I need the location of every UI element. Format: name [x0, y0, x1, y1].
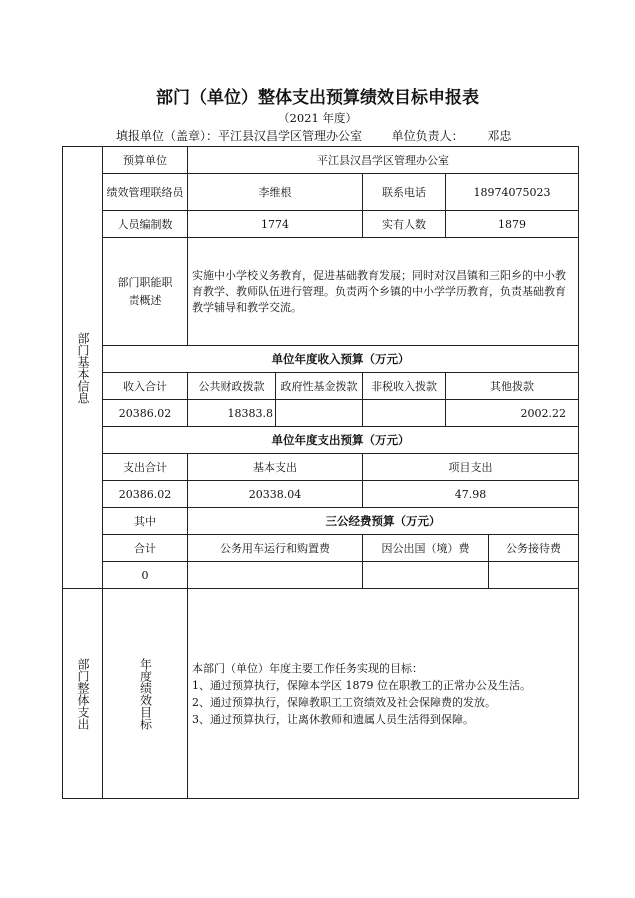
- budget-unit-label: 预算单位: [103, 147, 188, 174]
- basic-info-category: 部门基本信息: [63, 147, 103, 589]
- contact-label: 绩效管理联络员: [103, 174, 188, 211]
- three-total: 0: [103, 562, 188, 589]
- duty-text: 实施中小学校义务教育，促进基础教育发展；同时对汉昌镇和三阳乡的中小教育教学、教师队伍进行管理。负责两个乡镇的中小学学历教育，负责基础教育教学辅导和教学交流。: [188, 238, 579, 346]
- three-public-header: 三公经费预算（万元）: [188, 508, 579, 535]
- goal-line-2: 2、通过预算执行，保障教职工工资绩效及社会保障费的发放。: [192, 695, 496, 709]
- goal-line-0: 本部门（单位）年度主要工作任务实现的目标：: [192, 661, 423, 675]
- expense-total: 20386.02: [103, 481, 188, 508]
- actual-staff-value: 1879: [446, 211, 579, 238]
- income-col-other: 其他拨款: [446, 373, 579, 400]
- three-col-abroad: 因公出国（境）费: [363, 535, 489, 562]
- three-reception: [489, 562, 579, 589]
- income-header: 单位年度收入预算（万元）: [103, 346, 579, 373]
- three-col-reception: 公务接待费: [489, 535, 579, 562]
- expense-basic: 20338.04: [188, 481, 363, 508]
- three-col-vehicle: 公务用车运行和购置费: [188, 535, 363, 562]
- staff-quota-value: 1774: [188, 211, 363, 238]
- of-which-label: 其中: [103, 508, 188, 535]
- expense-col-project: 项目支出: [363, 454, 579, 481]
- expense-col-basic: 基本支出: [188, 454, 363, 481]
- phone-value: 18974075023: [446, 174, 579, 211]
- head-label: 单位负责人：: [391, 129, 464, 143]
- goal-line-1: 1、通过预算执行，保障本学区 1879 位在职教工的正常办公及生活。: [192, 678, 531, 692]
- staff-quota-label: 人员编制数: [103, 211, 188, 238]
- expense-col-total: 支出合计: [103, 454, 188, 481]
- goals-category: 部门整体支出: [63, 589, 103, 799]
- income-fund: [276, 400, 363, 427]
- income-col-nontax: 非税收入拨款: [363, 373, 446, 400]
- phone-label: 联系电话: [363, 174, 446, 211]
- income-col-total: 收入合计: [103, 373, 188, 400]
- form-title: 部门（单位）整体支出预算绩效目标申报表: [156, 88, 479, 108]
- income-nontax: [363, 400, 446, 427]
- expense-header: 单位年度支出预算（万元）: [103, 427, 579, 454]
- income-other: 2002.22: [446, 400, 579, 427]
- expense-project: 47.98: [363, 481, 579, 508]
- income-total: 20386.02: [103, 400, 188, 427]
- goals-label: 年度绩效目标: [103, 589, 188, 799]
- three-col-total: 合计: [103, 535, 188, 562]
- fill-unit: 填报单位（盖章）：平江县汉昌学区管理办公室: [116, 129, 363, 143]
- goal-line-3: 3、通过预算执行，让离休教师和遗属人员生活得到保障。: [192, 712, 474, 726]
- contact-value: 李维根: [188, 174, 363, 211]
- goals-text: [188, 589, 579, 799]
- income-col-public: 公共财政拨款: [188, 373, 276, 400]
- three-abroad: [363, 562, 489, 589]
- head-name: 邓忠: [487, 129, 512, 143]
- duty-label: 部门职能职责概述: [103, 238, 188, 346]
- form-year: （2021 年度）: [278, 111, 357, 125]
- income-public: 18383.8: [188, 400, 276, 427]
- actual-staff-label: 实有人数: [363, 211, 446, 238]
- fill-info-line: [116, 127, 511, 144]
- budget-unit-value: 平江县汉昌学区管理办公室: [188, 147, 579, 174]
- three-vehicle: [188, 562, 363, 589]
- income-col-fund: 政府性基金拨款: [276, 373, 363, 400]
- budget-form-table: [62, 146, 579, 799]
